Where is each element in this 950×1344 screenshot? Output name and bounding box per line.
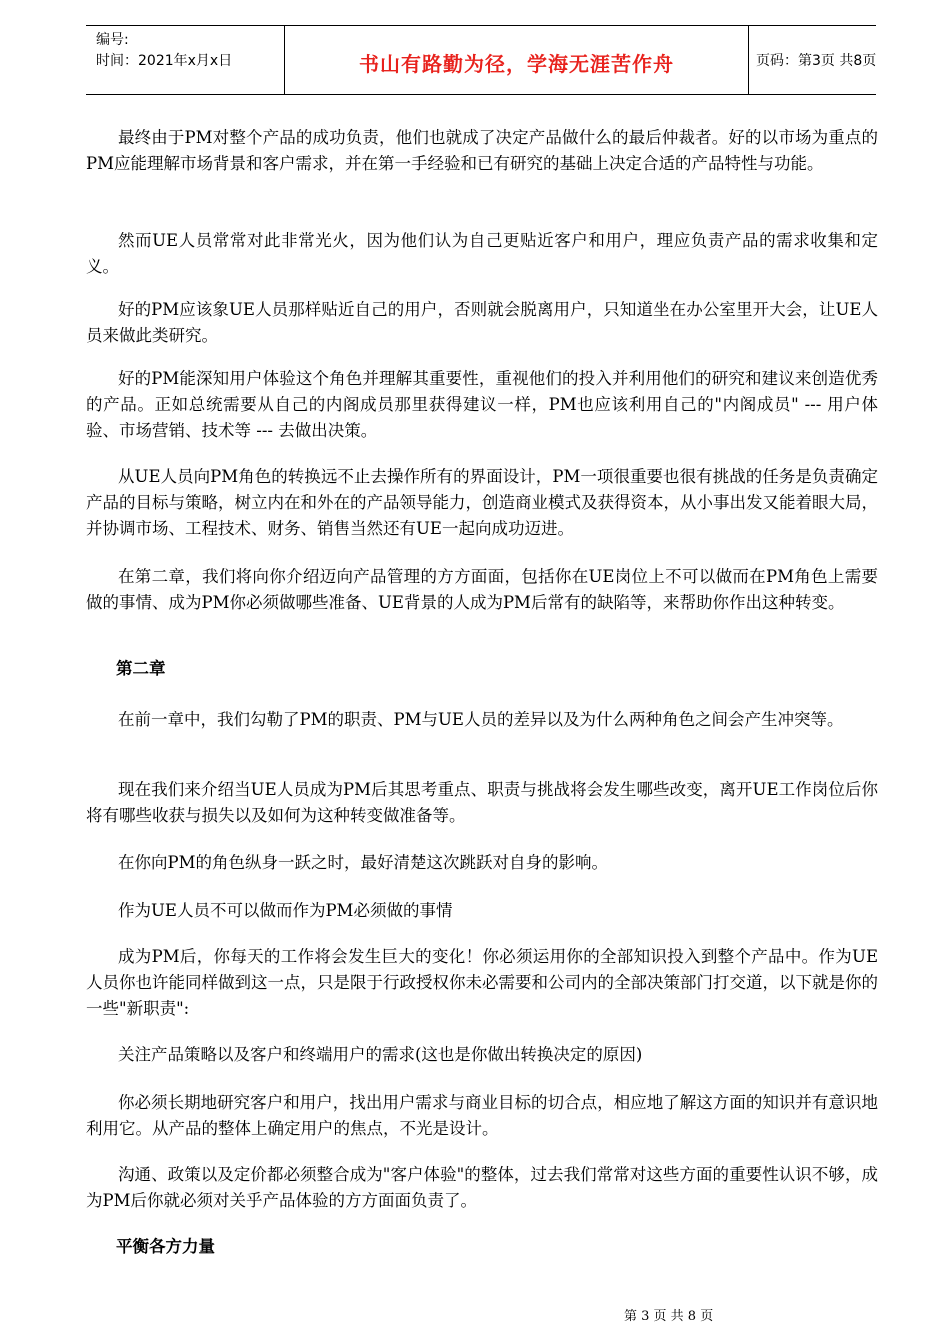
paragraph: 在第二章，我们将向你介绍迈向产品管理的方方面面，包括你在UE岗位上不可以做而在PM角色上需要做的事情、成为PM你必须做哪些准备、UE背景的人成为PM后常有的缺陷等，来帮助你作出这种转变。: [86, 567, 878, 612]
header-motto-cell: [284, 26, 749, 94]
document-number-label: 编号:: [96, 32, 129, 48]
paragraph: 作为UE人员不可以做而作为PM必须做的事情: [118, 901, 453, 920]
paragraph: 成为PM后，你每天的工作将会发生巨大的变化！你必须运用你的全部知识投入到整个产品中。作为UE人员你也许能同样做到这一点，只是限于行政授权你未必需要和公司内的全部决策部门打交道，以下就是你的一些"新职责":: [86, 947, 878, 1018]
header-page-number: 页码：第3页 共8页: [756, 53, 877, 69]
paragraph: 你必须长期地研究客户和用户，找出用户需求与商业目标的切合点，相应地了解这方面的知识并有意识地利用它。从产品的整体上确定用户的焦点，不光是设计。: [86, 1093, 878, 1138]
header-page-cell: [748, 26, 876, 94]
paragraph: 从UE人员向PM角色的转换远不止去操作所有的界面设计，PM一项很重要也很有挑战的任务是负责确定产品的目标与策略，树立内在和外在的产品领导能力，创造商业模式及获得资本，从小事出发又能着眼大局，并协调市场、工程技术、财务、销售当然还有UE一起向成功迈进。: [86, 467, 878, 538]
chapter-heading: 第二章: [116, 659, 166, 678]
paragraph: 关注产品策略以及客户和终端用户的需求(这也是你做出转换决定的原因): [118, 1045, 643, 1064]
document-time-label: 时间：2021年x月x日: [96, 53, 233, 69]
paragraph: 然而UE人员常常对此非常光火，因为他们认为自己更贴近客户和用户，理应负责产品的需求收集和定义。: [86, 231, 878, 276]
header-meta-cell: [86, 26, 284, 94]
paragraph: 现在我们来介绍当UE人员成为PM后其思考重点、职责与挑战将会发生哪些改变，离开UE工作岗位后你将有哪些收获与损失以及如何为这种转变做准备等。: [86, 780, 878, 825]
footer-page-number: 第 3 页 共 8 页: [624, 1309, 714, 1324]
paragraph: 沟通、政策以及定价都必须整合成为"客户体验"的整体，过去我们常常对这些方面的重要性认识不够，成为PM后你就必须对关乎产品体验的方方面面负责了。: [86, 1165, 878, 1210]
page-header: [86, 25, 876, 95]
section-heading: 平衡各方力量: [116, 1237, 215, 1256]
header-motto: 书山有路勤为径，学海无涯苦作舟: [359, 52, 674, 76]
paragraph: 最终由于PM对整个产品的成功负责，他们也就成了决定产品做什么的最后仲裁者。好的以市场为重点的PM应能理解市场背景和客户需求，并在第一手经验和已有研究的基础上决定合适的产品特性与功能。: [86, 128, 878, 173]
paragraph: 好的PM应该象UE人员那样贴近自己的用户，否则就会脱离用户，只知道坐在办公室里开大会，让UE人员来做此类研究。: [86, 300, 878, 345]
paragraph: 在你向PM的角色纵身一跃之时，最好清楚这次跳跃对自身的影响。: [118, 853, 608, 872]
paragraph: 在前一章中，我们勾勒了PM的职责、PM与UE人员的差异以及为什么两种角色之间会产生冲突等。: [118, 710, 844, 729]
paragraph: 好的PM能深知用户体验这个角色并理解其重要性，重视他们的投入并利用他们的研究和建议来创造优秀的产品。正如总统需要从自己的内阁成员那里获得建议一样，PM也应该利用自己的"内阁成员" --- 用户体验、市场营销、技术等 --- 去做出决策。: [86, 369, 878, 440]
